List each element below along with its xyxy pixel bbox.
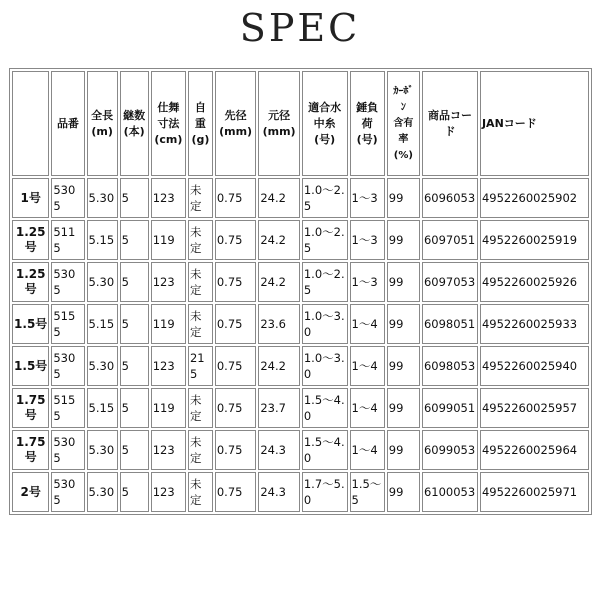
cell-butt-diameter: 24.2 [258,178,300,218]
cell-closed-length: 123 [151,430,186,470]
cell-butt-diameter: 23.7 [258,388,300,428]
table-row [12,178,589,218]
cell-closed-length: 119 [151,304,186,344]
cell-sections: 5 [120,220,149,260]
cell-jan-code: 4952260025957 [480,388,589,428]
cell-part-number: 5155 [51,388,84,428]
spec-table-body [12,178,589,512]
cell-product-code: 6100053 [422,472,478,512]
cell-part-number: 5305 [51,178,84,218]
cell-weight: 未定 [188,472,213,512]
cell-product-code: 6099051 [422,388,478,428]
header-line-rating: 適合水 中糸 (号) [302,71,348,176]
cell-sinker-load: 1～3 [350,262,385,302]
cell-carbon-content: 99 [387,220,420,260]
table-row [12,388,589,428]
cell-sections: 5 [120,346,149,386]
cell-total-length: 5.30 [87,262,118,302]
header-tip-diameter: 先径 (mm) [215,71,257,176]
table-row [12,430,589,470]
cell-butt-diameter: 24.2 [258,346,300,386]
cell-butt-diameter: 24.2 [258,262,300,302]
cell-part-number: 5305 [51,472,84,512]
table-row [12,346,589,386]
cell-part-number: 5155 [51,304,84,344]
cell-sections: 5 [120,472,149,512]
cell-line-rating: 1.5～4.0 [302,388,348,428]
cell-size: 1.5号 [12,346,49,386]
cell-part-number: 5305 [51,262,84,302]
cell-closed-length: 119 [151,388,186,428]
table-row [12,262,589,302]
cell-product-code: 6098051 [422,304,478,344]
cell-closed-length: 123 [151,472,186,512]
cell-sinker-load: 1～3 [350,178,385,218]
cell-total-length: 5.30 [87,178,118,218]
cell-sinker-load: 1～4 [350,346,385,386]
spec-table [9,68,592,515]
cell-sinker-load: 1～4 [350,430,385,470]
cell-line-rating: 1.0～2.5 [302,262,348,302]
cell-weight: 未定 [188,178,213,218]
header-total-length: 全長 (m) [87,71,118,176]
cell-butt-diameter: 23.6 [258,304,300,344]
header-row [12,71,589,176]
cell-part-number: 5305 [51,430,84,470]
cell-tip-diameter: 0.75 [215,388,257,428]
cell-closed-length: 123 [151,346,186,386]
cell-sections: 5 [120,430,149,470]
header-size [12,71,49,176]
header-weight: 自 重 (g) [188,71,213,176]
cell-line-rating: 1.0～2.5 [302,178,348,218]
cell-closed-length: 119 [151,220,186,260]
cell-size: 1.75号 [12,388,49,428]
cell-total-length: 5.30 [87,472,118,512]
cell-weight: 未定 [188,430,213,470]
cell-product-code: 6098053 [422,346,478,386]
header-butt-diameter: 元径 (mm) [258,71,300,176]
cell-carbon-content: 99 [387,304,420,344]
cell-butt-diameter: 24.3 [258,472,300,512]
cell-size: 1.75号 [12,430,49,470]
cell-product-code: 6099053 [422,430,478,470]
cell-tip-diameter: 0.75 [215,304,257,344]
cell-weight: 未定 [188,388,213,428]
cell-part-number: 5115 [51,220,84,260]
cell-sinker-load: 1～3 [350,220,385,260]
cell-total-length: 5.30 [87,346,118,386]
cell-size: 1.5号 [12,304,49,344]
cell-tip-diameter: 0.75 [215,220,257,260]
cell-product-code: 6096053 [422,178,478,218]
cell-tip-diameter: 0.75 [215,430,257,470]
cell-size: 1.25号 [12,262,49,302]
cell-carbon-content: 99 [387,346,420,386]
header-sections: 継数 (本) [120,71,149,176]
cell-line-rating: 1.0～3.0 [302,304,348,344]
cell-sections: 5 [120,262,149,302]
cell-sections: 5 [120,304,149,344]
cell-jan-code: 4952260025902 [480,178,589,218]
cell-jan-code: 4952260025933 [480,304,589,344]
cell-carbon-content: 99 [387,472,420,512]
cell-total-length: 5.30 [87,430,118,470]
cell-sinker-load: 1～4 [350,304,385,344]
cell-tip-diameter: 0.75 [215,178,257,218]
cell-butt-diameter: 24.2 [258,220,300,260]
cell-carbon-content: 99 [387,262,420,302]
header-part-number: 品番 [51,71,84,176]
cell-weight: 未定 [188,262,213,302]
cell-size: 1号 [12,178,49,218]
header-product-code: 商品コー ド [422,71,478,176]
cell-carbon-content: 99 [387,388,420,428]
cell-total-length: 5.15 [87,220,118,260]
header-jan-code: JANコード [480,71,589,176]
header-closed-length: 仕舞 寸法 (cm) [151,71,186,176]
cell-product-code: 6097051 [422,220,478,260]
cell-line-rating: 1.5～4.0 [302,430,348,470]
cell-sections: 5 [120,388,149,428]
header-sinker-load: 錘負 荷 (号) [350,71,385,176]
table-row [12,472,589,512]
table-row [12,220,589,260]
cell-weight: 215 [188,346,213,386]
cell-closed-length: 123 [151,178,186,218]
cell-total-length: 5.15 [87,304,118,344]
cell-closed-length: 123 [151,262,186,302]
cell-part-number: 5305 [51,346,84,386]
cell-sinker-load: 1.5～5 [350,472,385,512]
cell-weight: 未定 [188,220,213,260]
cell-size: 1.25号 [12,220,49,260]
cell-jan-code: 4952260025971 [480,472,589,512]
header-carbon-content: ｶｰﾎﾞ ﾝ 含有 率 (%) [387,71,420,176]
table-row [12,304,589,344]
cell-tip-diameter: 0.75 [215,472,257,512]
cell-carbon-content: 99 [387,178,420,218]
cell-sections: 5 [120,178,149,218]
cell-jan-code: 4952260025919 [480,220,589,260]
page-title: SPEC [239,6,361,50]
cell-tip-diameter: 0.75 [215,346,257,386]
cell-size: 2号 [12,472,49,512]
cell-jan-code: 4952260025964 [480,430,589,470]
cell-carbon-content: 99 [387,430,420,470]
cell-butt-diameter: 24.3 [258,430,300,470]
cell-line-rating: 1.7～5.0 [302,472,348,512]
cell-line-rating: 1.0～2.5 [302,220,348,260]
cell-total-length: 5.15 [87,388,118,428]
cell-tip-diameter: 0.75 [215,262,257,302]
cell-jan-code: 4952260025940 [480,346,589,386]
cell-jan-code: 4952260025926 [480,262,589,302]
cell-product-code: 6097053 [422,262,478,302]
cell-line-rating: 1.0～3.0 [302,346,348,386]
cell-sinker-load: 1～4 [350,388,385,428]
cell-weight: 未定 [188,304,213,344]
